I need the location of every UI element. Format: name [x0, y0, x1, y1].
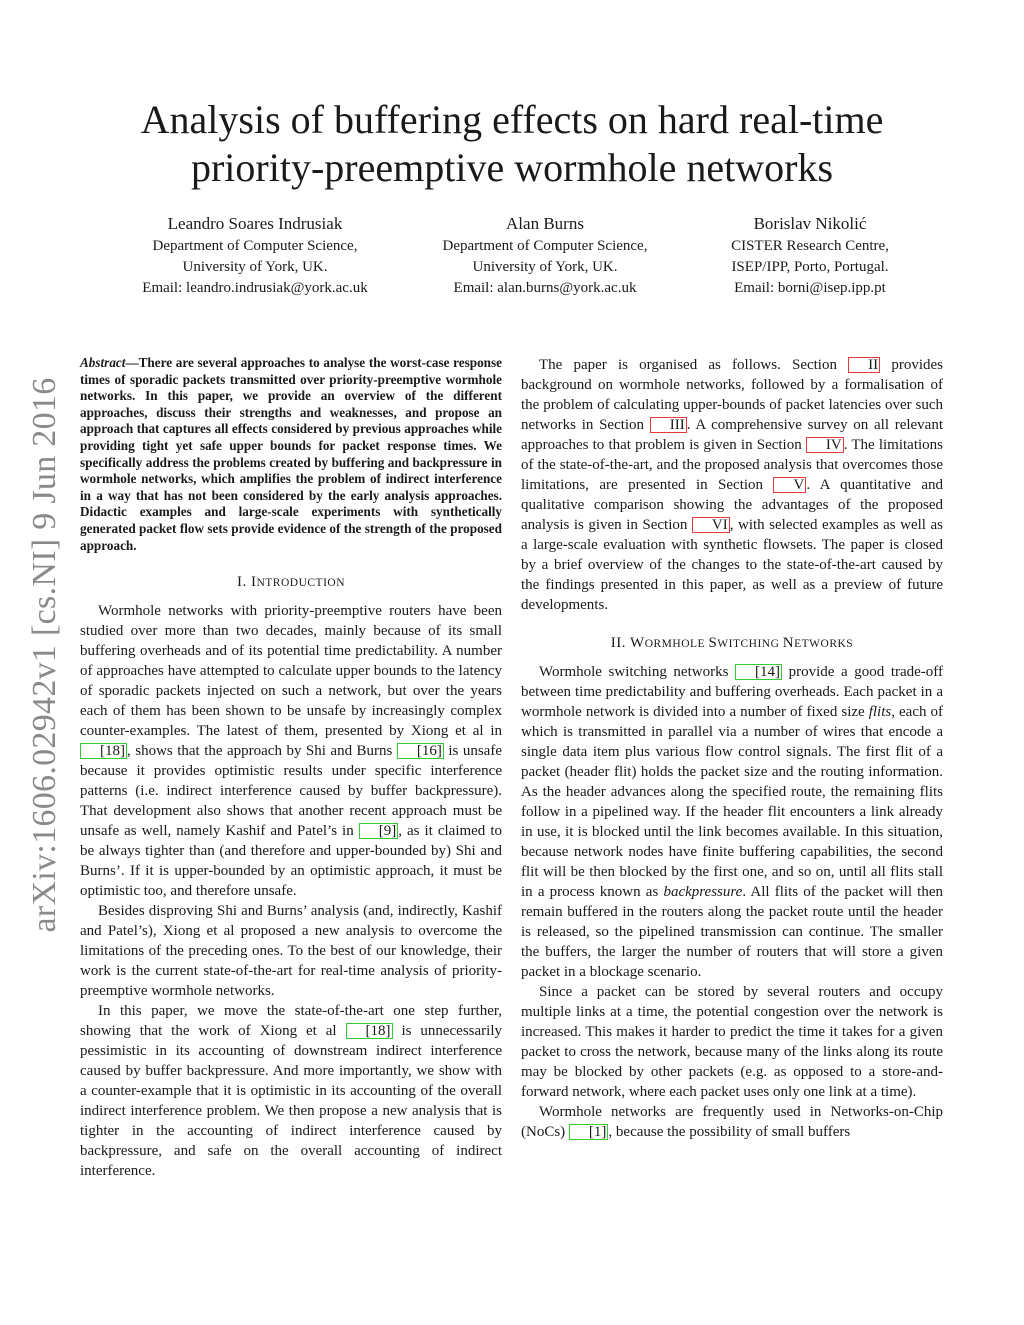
section-title-rest: ETWORKS [794, 638, 854, 650]
author-block [690, 212, 930, 299]
section-title-rest: ORMHOLE [644, 638, 709, 650]
author-name: Borislav Nikolić [753, 214, 867, 233]
abstract [80, 355, 502, 554]
section-heading-introduction [80, 574, 502, 591]
citation-link[interactable]: [14] [735, 664, 782, 680]
author-affiliation: ISEP/IPP, Porto, Portugal. [731, 259, 889, 275]
author-affiliation: Department of Computer Science, [442, 238, 648, 254]
author-email: Email: borni@isep.ipp.pt [734, 280, 886, 296]
text-run: Wormhole switching networks [539, 664, 736, 680]
author-email: Email: alan.burns@york.ac.uk [453, 280, 637, 296]
text-run: , because the possibility of small buffers [608, 1124, 851, 1140]
text-run: provide a good trade-off between time predictability and buffering overheads. Each packet in a wormhole network is divided into a number of fixed size [521, 664, 944, 720]
text-run: is unnecessarily pessimistic in its accounting of downstream indirect interference caused by buffer backpressure. And more importantly, we show with a counter-example that it is optimistic in its accounting of the overall indirect interference problem. We then propose a new analysis that is tighter in the accounting of indirect interference caused by backpressure, and safe on the overall accounting of indirect interference. [80, 1023, 502, 1180]
text-run: , each of which is transmitted in parallel via a number of wires that encode a single data item plus various flow control signals. The first flit of a packet (header flit) holds the packet size and the routing information. As the header advances along the specified route, the remaining flits follow in a pipelined way. If the header flit encounters a link already in use, it is blocked until the link becomes available. In this situation, because network nodes have finite buffering capabilities, the second flit will be then blocked by the first one, and so on, until all flits stall in a process known as [521, 704, 944, 900]
text-run: , shows that the approach by Shi and Burns [127, 743, 397, 760]
section-initial: S [708, 635, 718, 651]
section-link[interactable]: V [773, 477, 806, 493]
citation-link[interactable]: [16] [397, 743, 444, 759]
organisation-paragraph [521, 355, 943, 615]
right-column [521, 355, 943, 1142]
emphasis-text: flits [868, 704, 892, 720]
section-link[interactable]: II [848, 357, 880, 373]
citation-link[interactable]: [18] [346, 1023, 393, 1039]
section-heading-wormhole [521, 635, 943, 652]
author-affiliation: CISTER Research Centre, [731, 238, 889, 254]
abstract-text: —There are several approaches to analyse the worst-case response times of sporadic packets transmitted over priority-preemptive wormhole networks. In this paper, we provide an overview of the different approaches, discuss their strengths and weaknesses, and propose an approach that captures all effects considered by previous approaches while providing tight yet safe upper bounds for packet response times. We specifically address the problems created by buffering and backpressure in wormhole networks, which amplifies the problem of indirect interference in a way that has not been considered by the early analysis approaches. Didactic examples and large-scale experiments with synthetically generated packet flow sets provide evidence of the strength of the proposed approach. [80, 355, 502, 553]
wormhole-paragraph [521, 662, 943, 982]
author-email: Email: leandro.indrusiak@york.ac.uk [142, 280, 368, 296]
title-line-1: Analysis of buffering effects on hard real-time [140, 97, 884, 142]
abstract-lead: Abstract [80, 355, 126, 370]
author-affiliation: University of York, UK. [472, 259, 618, 275]
section-title-rest: NTRODUCTION [256, 577, 346, 590]
left-column [80, 355, 502, 1181]
paper-title [100, 96, 924, 192]
author-affiliation: University of York, UK. [182, 259, 328, 275]
text-run: , with selected examples as well as a large-scale evaluation with synthetic flowsets. The paper is closed by a brief overview of the changes to the state-of-the-art caused by the findings presented in this paper, as well as a preview of future developments. [521, 517, 943, 613]
intro-paragraph [80, 601, 502, 901]
text-run: . All flits of the packet will then remain buffered in the routers along the packet route until the header is released, so the pipelined transmission can continue. The smaller the buffers, the larger the number of routers that will store a given packet in a blockage scenario. [521, 884, 944, 980]
text-run: The paper is organised as follows. Section [539, 357, 849, 373]
author-affiliation: Department of Computer Science, [152, 238, 358, 254]
citation-link[interactable]: [18] [80, 743, 127, 759]
section-link[interactable]: III [650, 417, 687, 433]
citation-link[interactable]: [1] [569, 1124, 609, 1140]
text-run: . A comprehensive survey on all relevant approaches to that problem is given in Section [521, 417, 943, 453]
section-initial: W [630, 635, 645, 651]
citation-link[interactable]: [9] [359, 823, 399, 839]
text-run: . A quantitative and qualitative comparison showing the advantages of the proposed analysis is given in Section [521, 477, 943, 533]
text-run: In this paper, we move the state-of-the-art one step further, showing that the work of Xiong et al [80, 1003, 502, 1040]
text-run: provides background on wormhole networks, followed by a formalisation of the problem of calculating upper-bounds of packet latencies over such networks in Section [521, 357, 943, 433]
intro-paragraph [80, 1001, 502, 1181]
text-run: Wormhole networks with priority-preemptive routers have been studied over more than two decades, mainly because of its small buffering overheads and of its potential time predictability. A number of approaches have attempted to calculate upper bounds to the latency of sporadic packets injected on such a network, but over the years each of them has been shown to be unsafe by increasingly complex counter-examples. The latest of them, presented by Xiong et al in [80, 603, 502, 740]
section-link[interactable]: VI [692, 517, 730, 533]
wormhole-paragraph: Since a packet can be stored by several routers and occupy multiple links at a time, the potential congestion over the network is increased. This makes it harder to predict the time it takes for a given packet to cross the network, because many of the links along its route may be blocked by other packets (e.g. as opposed to a store-and-forward network, where each packet uses only one link at a time). [521, 984, 943, 1100]
author-block [120, 212, 390, 299]
section-number: II. [610, 635, 631, 651]
section-initial: N [782, 635, 795, 651]
section-link[interactable]: IV [806, 437, 844, 453]
text-run: . The limitations of the state-of-the-art, and the proposed analysis that overcomes those limitations, are presented in Section [521, 437, 944, 493]
author-name: Leandro Soares Indrusiak [167, 214, 343, 233]
emphasis-text: backpressure [663, 884, 743, 900]
intro-paragraph: Besides disproving Shi and Burns’ analysis (and, indirectly, Kashif and Patel’s), Xiong et al proposed a new analysis to overcome the limitations of the preceding ones. To the best of our knowledge, their work is the current state-of-the-art for real-time analysis of priority-preemptive wormhole networks. [80, 903, 502, 1000]
text-run: is unsafe because it provides optimistic results under specific interference patterns (i.e. indirect interference caused by buffer backpressure). That development also shows that another recent approach must be unsafe as well, namely Kashif and Patel’s in [80, 743, 502, 840]
title-line-2: priority-preemptive wormhole networks [190, 145, 834, 190]
section-number: I. [236, 574, 251, 591]
text-run: , as it claimed to be always tighter than (and therefore and upper-bounded by) Shi and Burns’. If it is upper-bounded by an optimistic approach, it must be optimistic too, and therefore unsafe. [80, 823, 502, 900]
text-run: Wormhole networks are frequently used in Networks-on-Chip (NoCs) [521, 1104, 943, 1140]
arxiv-stamp [14, 375, 76, 935]
section-title-rest: WITCHING [717, 638, 783, 650]
wormhole-paragraph [521, 1102, 943, 1142]
arxiv-stamp-text: arXiv:1606.02942v1 [cs.NI] 9 Jun 2016 [26, 377, 63, 933]
author-name: Alan Burns [506, 214, 584, 233]
section-initial: I [250, 574, 257, 591]
author-block [410, 212, 680, 299]
